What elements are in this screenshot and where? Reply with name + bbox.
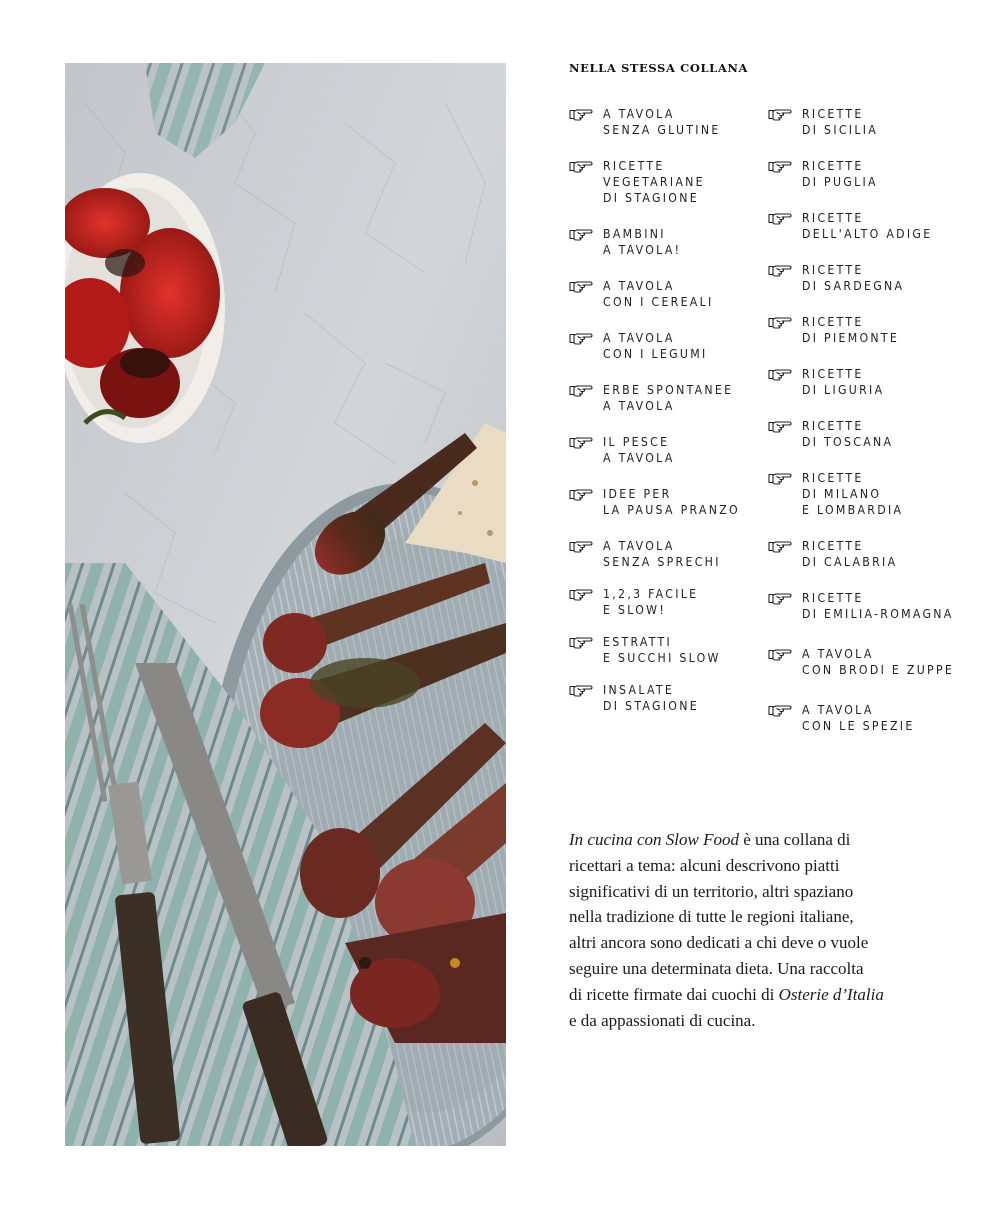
description-line bbox=[569, 853, 939, 879]
book-title-line: DELL'ALTO ADIGE bbox=[802, 227, 933, 241]
book-item bbox=[569, 330, 708, 362]
book-title-line: DI EMILIA-ROMAGNA bbox=[802, 607, 954, 621]
book-title-line: IL PESCE bbox=[603, 435, 670, 449]
book-title-line: RICETTE bbox=[802, 211, 864, 225]
book-title-line: DI SICILIA bbox=[802, 123, 879, 137]
pointing-hand-icon bbox=[768, 159, 792, 173]
description-italic-text: Osterie d’Italia bbox=[778, 984, 884, 1004]
book-title-line: E SUCCHI SLOW bbox=[603, 651, 721, 665]
book-title-line: DI TOSCANA bbox=[802, 435, 894, 449]
book-title-line: DI SARDEGNA bbox=[802, 279, 905, 293]
book-title-line: DI LIGURIA bbox=[802, 383, 885, 397]
book-title bbox=[802, 590, 954, 622]
book-title bbox=[802, 366, 884, 398]
book-title bbox=[603, 682, 699, 714]
book-item bbox=[569, 634, 721, 666]
book-item bbox=[768, 366, 884, 398]
book-item bbox=[768, 314, 899, 346]
pointing-hand-icon bbox=[768, 263, 792, 277]
description-text: seguire una determinata dieta. Una raccolta bbox=[569, 958, 864, 978]
book-title-line: A TAVOLA bbox=[603, 399, 675, 413]
pointing-hand-icon bbox=[569, 107, 593, 121]
pointing-hand-icon bbox=[569, 331, 593, 345]
book-title-line: CON LE SPEZIE bbox=[802, 719, 915, 733]
book-title bbox=[603, 330, 708, 362]
pointing-hand-icon bbox=[569, 159, 593, 173]
book-item bbox=[569, 382, 733, 414]
description-line bbox=[569, 827, 939, 853]
book-title-line: SENZA GLUTINE bbox=[603, 123, 721, 137]
pointing-hand-icon bbox=[768, 315, 792, 329]
book-title-line: RICETTE bbox=[802, 419, 864, 433]
description-text: è una collana di bbox=[738, 830, 851, 849]
book-title-line: A TAVOLA bbox=[603, 451, 675, 465]
book-title bbox=[802, 702, 915, 734]
book-item bbox=[768, 262, 904, 294]
book-title bbox=[603, 158, 705, 206]
description-line bbox=[569, 956, 939, 982]
pointing-hand-icon bbox=[569, 635, 593, 649]
pointing-hand-icon bbox=[569, 435, 593, 449]
description-text: altri ancora sono dedicati a chi deve o vuole bbox=[569, 933, 869, 953]
pointing-hand-icon bbox=[768, 367, 792, 381]
pointing-hand-icon bbox=[569, 487, 593, 501]
book-title bbox=[802, 470, 903, 518]
book-title bbox=[603, 278, 714, 310]
book-item bbox=[768, 210, 932, 242]
book-title bbox=[802, 538, 897, 570]
pointing-hand-icon bbox=[569, 587, 593, 601]
book-item bbox=[569, 158, 705, 206]
book-title bbox=[802, 418, 893, 450]
book-title bbox=[802, 314, 899, 346]
book-title bbox=[603, 538, 721, 570]
book-title bbox=[603, 434, 675, 466]
book-item bbox=[768, 470, 903, 518]
description-text: e da appassionati di cucina. bbox=[569, 1010, 756, 1030]
book-title bbox=[802, 158, 878, 190]
book-item bbox=[569, 538, 721, 570]
food-photo-image bbox=[65, 63, 506, 1146]
book-title-line: A TAVOLA bbox=[802, 703, 874, 717]
book-item bbox=[768, 106, 878, 138]
book-item bbox=[768, 538, 897, 570]
book-title bbox=[802, 646, 954, 678]
book-title-line: E SLOW! bbox=[603, 603, 667, 617]
book-title-line: A TAVOLA bbox=[603, 279, 675, 293]
book-item bbox=[569, 486, 740, 518]
book-title-line: DI PUGLIA bbox=[802, 175, 878, 189]
book-title-line: RICETTE bbox=[802, 471, 864, 485]
food-photo bbox=[65, 63, 506, 1146]
pointing-hand-icon bbox=[768, 211, 792, 225]
pointing-hand-icon bbox=[768, 647, 792, 661]
description-line bbox=[569, 904, 939, 930]
book-item bbox=[768, 158, 878, 190]
pointing-hand-icon bbox=[569, 279, 593, 293]
book-item bbox=[569, 586, 698, 618]
book-title-line: CON BRODI E ZUPPE bbox=[802, 663, 955, 677]
book-title bbox=[603, 226, 681, 258]
book-title bbox=[603, 486, 740, 518]
book-title-line: RICETTE bbox=[603, 159, 665, 173]
book-title-line: CON I LEGUMI bbox=[603, 347, 708, 361]
pointing-hand-icon bbox=[768, 107, 792, 121]
book-item bbox=[768, 418, 893, 450]
description-line bbox=[569, 930, 939, 956]
description-line bbox=[569, 879, 939, 905]
pointing-hand-icon bbox=[768, 703, 792, 717]
book-title-line: DI STAGIONE bbox=[603, 699, 699, 713]
book-item bbox=[768, 590, 954, 622]
book-item bbox=[569, 682, 699, 714]
description-paragraph bbox=[569, 827, 939, 1033]
book-title bbox=[802, 262, 904, 294]
book-title bbox=[603, 586, 698, 618]
book-title bbox=[603, 106, 721, 138]
book-item bbox=[569, 278, 714, 310]
pointing-hand-icon bbox=[768, 419, 792, 433]
book-title-line: A TAVOLA bbox=[603, 331, 675, 345]
book-item bbox=[768, 646, 954, 678]
pointing-hand-icon bbox=[569, 539, 593, 553]
book-title-line: A TAVOLA! bbox=[603, 243, 682, 257]
series-heading: NELLA STESSA COLLANA bbox=[569, 61, 748, 75]
book-title-line: RICETTE bbox=[802, 367, 864, 381]
book-title-line: DI STAGIONE bbox=[603, 191, 699, 205]
book-title-line: RICETTE bbox=[802, 315, 864, 329]
book-title-line: A TAVOLA bbox=[603, 539, 675, 553]
description-italic-text: In cucina con Slow Food bbox=[569, 830, 739, 849]
book-title bbox=[802, 210, 932, 242]
book-title bbox=[603, 382, 733, 414]
book-title bbox=[802, 106, 878, 138]
pointing-hand-icon bbox=[768, 539, 792, 553]
book-title-line: LA PAUSA PRANZO bbox=[603, 503, 740, 517]
book-title-line: A TAVOLA bbox=[603, 107, 675, 121]
description-text: di ricette firmate dai cuochi di bbox=[569, 984, 779, 1004]
book-title-line: A TAVOLA bbox=[802, 647, 874, 661]
pointing-hand-icon bbox=[569, 683, 593, 697]
pointing-hand-icon bbox=[768, 471, 792, 485]
pointing-hand-icon bbox=[569, 383, 593, 397]
book-title-line: 1,2,3 FACILE bbox=[603, 587, 699, 601]
book-title-line: ESTRATTI bbox=[603, 635, 673, 649]
book-title-line: DI CALABRIA bbox=[802, 555, 898, 569]
book-title-line: VEGETARIANE bbox=[603, 175, 705, 189]
description-text: nella tradizione di tutte le regioni italiane, bbox=[569, 907, 854, 927]
book-title-line: INSALATE bbox=[603, 683, 675, 697]
description-line bbox=[569, 982, 939, 1008]
book-item bbox=[768, 702, 915, 734]
pointing-hand-icon bbox=[569, 227, 593, 241]
book-title-line: RICETTE bbox=[802, 539, 864, 553]
book-item bbox=[569, 106, 721, 138]
book-title-line: BAMBINI bbox=[603, 227, 666, 241]
book-title-line: SENZA SPRECHI bbox=[603, 555, 721, 569]
book-title-line: DI MILANO bbox=[802, 487, 882, 501]
book-title-line: RICETTE bbox=[802, 263, 864, 277]
book-item bbox=[569, 434, 675, 466]
pointing-hand-icon bbox=[768, 591, 792, 605]
book-title-line: DI PIEMONTE bbox=[802, 331, 900, 345]
book-title-line: CON I CEREALI bbox=[603, 295, 714, 309]
book-title-line: RICETTE bbox=[802, 591, 864, 605]
description-line bbox=[569, 1008, 939, 1034]
book-title-line: IDEE PER bbox=[603, 487, 672, 501]
description-text: significativi di un territorio, altri spaziano bbox=[569, 881, 854, 901]
book-title-line: RICETTE bbox=[802, 107, 864, 121]
book-title bbox=[603, 634, 721, 666]
book-item bbox=[569, 226, 681, 258]
book-title-line: ERBE SPONTANEE bbox=[603, 383, 734, 397]
description-text: ricettari a tema: alcuni descrivono piatti bbox=[569, 855, 840, 875]
series-description bbox=[569, 827, 939, 1033]
book-title-line: RICETTE bbox=[802, 159, 864, 173]
book-title-line: E LOMBARDIA bbox=[802, 503, 904, 517]
